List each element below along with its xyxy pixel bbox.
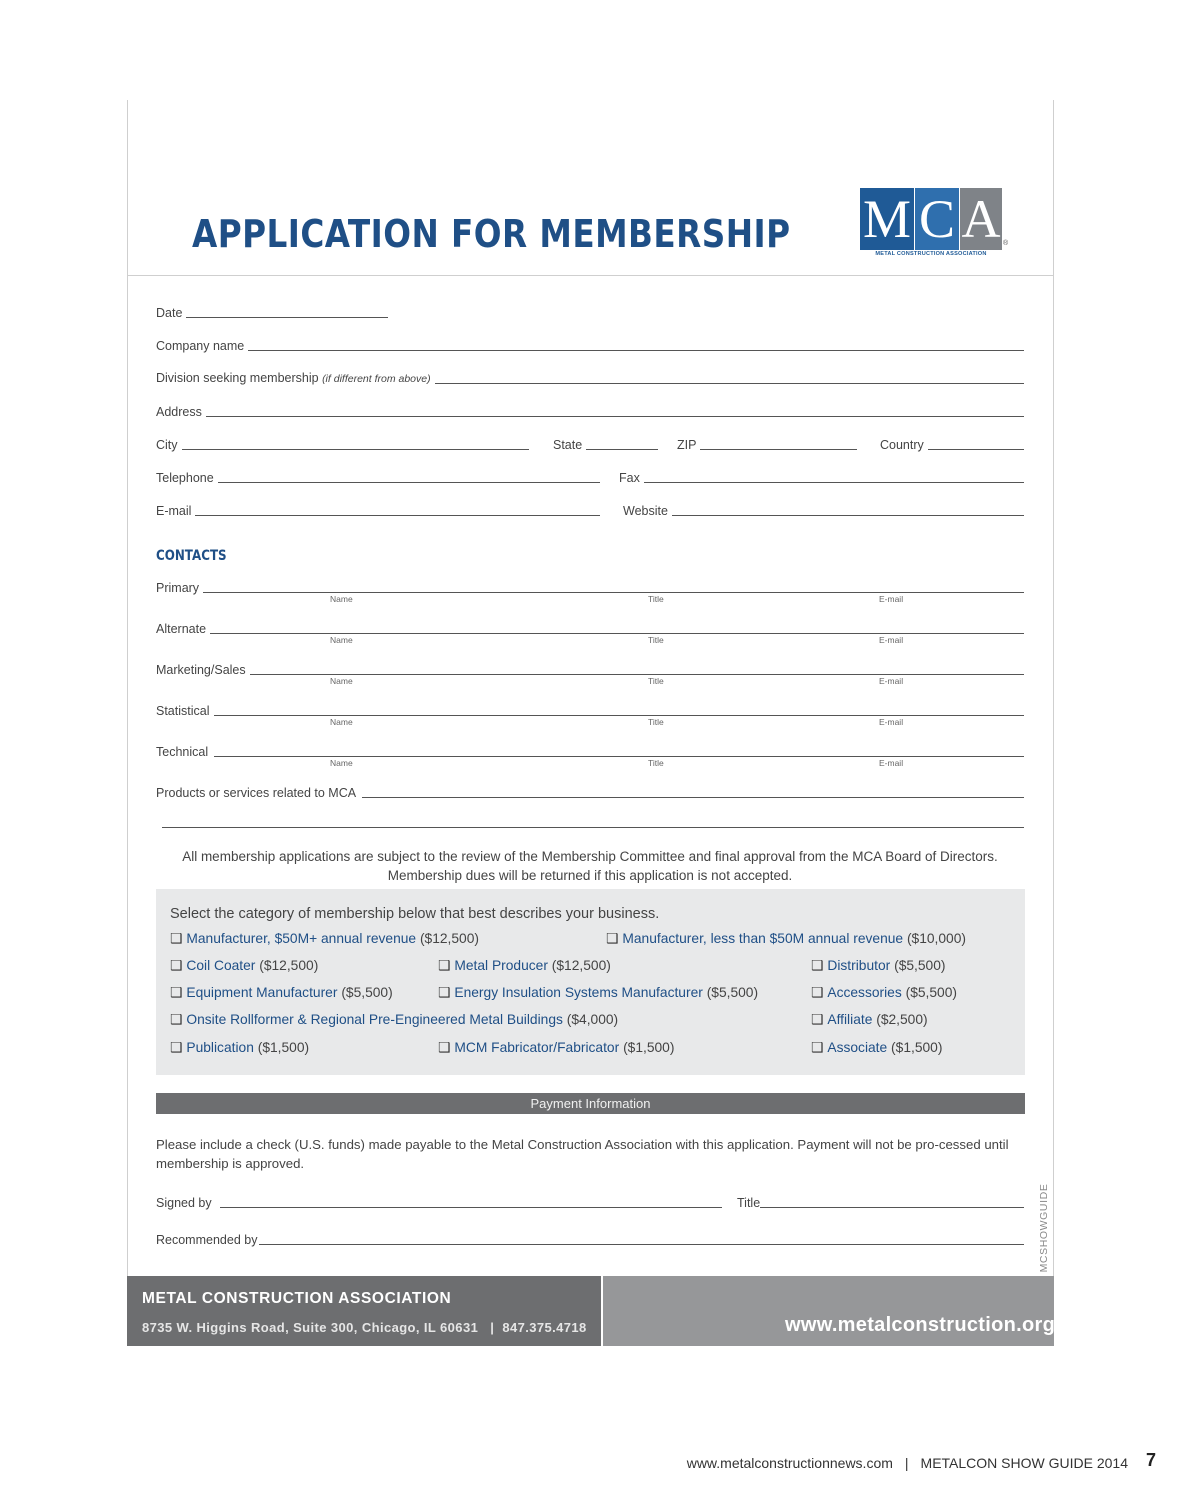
division-note: (if different from above) [322,373,431,385]
date-input-line[interactable] [186,317,388,318]
contact-row-label: Statistical [156,704,210,718]
logo-registered-mark: ® [1003,240,1009,247]
telephone-field[interactable] [156,468,600,486]
option-energy-insulation[interactable] [438,985,758,1001]
mca-logo [860,188,1010,260]
checkbox-icon[interactable]: ❑ [170,958,183,973]
checkbox-icon[interactable]: ❑ [438,958,451,973]
products-field[interactable] [156,783,1024,801]
email-label: E-mail [156,504,192,518]
option-equipment-manufacturer[interactable] [170,985,393,1001]
notice-line-2: Membership dues will be returned if this application is not accepted. [387,868,793,883]
title-sublabel: Title [648,758,664,768]
option-onsite-rollformer[interactable] [170,1012,618,1028]
side-label: MCSHOWGUIDE [1038,1183,1050,1273]
option-label: Energy Insulation Systems Manufacturer [454,985,703,1000]
option-label: Affiliate [827,1012,873,1027]
checkbox-icon[interactable]: ❑ [170,985,183,1000]
signer-title-label: Title [737,1196,761,1210]
contact-row-label: Alternate [156,622,207,636]
footer-left-band [127,1276,601,1346]
option-accessories[interactable] [811,985,957,1001]
city-label: City [156,438,178,452]
email-sublabel: E-mail [879,676,904,686]
city-field[interactable] [156,435,529,453]
date-field[interactable] [156,303,388,321]
products-input-line[interactable] [362,797,1024,798]
logo-letter-a: A [961,189,1001,249]
company-name-label: Company name [156,339,245,353]
zip-input-line[interactable] [700,449,857,450]
option-price: ($5,500) [894,958,946,973]
recommended-by-label: Recommended by [156,1233,258,1247]
contact-input-line[interactable] [203,592,1024,593]
logo-letter-c: C [915,188,959,250]
country-input-line[interactable] [928,449,1024,450]
email-sublabel: E-mail [879,635,904,645]
website-field[interactable] [623,501,1024,519]
option-price: ($1,500) [257,1040,310,1055]
option-metal-producer[interactable] [438,958,611,974]
footer-website-link[interactable]: www.metalconstruction.org [785,1314,1056,1336]
website-input-line[interactable] [672,515,1024,516]
address-field[interactable] [156,402,1024,420]
page-footer-publication: METALCON SHOW GUIDE 2014 [920,1455,1128,1471]
country-label: Country [880,438,924,452]
state-input-line[interactable] [586,449,658,450]
option-manufacturer-50m-plus[interactable] [170,931,479,947]
option-price: ($2,500) [876,1012,928,1027]
division-label [156,370,435,387]
contact-input-line[interactable] [250,674,1024,675]
contact-row-label: Technical [156,745,209,759]
division-input-line[interactable] [435,383,1024,384]
option-price: ($4,000) [566,1012,619,1027]
option-label: Distributor [827,958,891,973]
name-sublabel: Name [330,676,353,686]
contact-input-line[interactable] [214,715,1025,716]
signed-by-field[interactable] [156,1193,722,1211]
contacts-heading: CONTACTS [156,548,227,564]
signer-title-input-line[interactable] [760,1207,1024,1208]
zip-label: ZIP [677,438,697,452]
name-sublabel: Name [330,717,353,727]
option-associate[interactable] [811,1040,942,1056]
division-field[interactable] [156,369,1024,387]
option-label: Associate [827,1040,888,1055]
option-label: Metal Producer [454,958,548,973]
checkbox-icon[interactable]: ❑ [438,1040,451,1055]
state-label: State [553,438,583,452]
contact-row-label: Primary [156,581,200,595]
option-price: ($5,500) [341,985,393,1000]
option-label: Manufacturer, less than $50M annual revenue [622,931,904,946]
title-sublabel: Title [648,717,664,727]
checkbox-icon[interactable]: ❑ [438,985,451,1000]
option-label: Accessories [827,985,902,1000]
email-sublabel: E-mail [879,717,904,727]
page-title: APPLICATION FOR MEMBERSHIP [192,212,791,256]
page-footer-site[interactable]: www.metalconstructionnews.com [686,1455,893,1471]
option-price: ($5,500) [706,985,759,1000]
logo-letter-m: M [860,188,914,250]
option-label: Manufacturer, $50M+ annual revenue [186,931,417,946]
option-price: ($12,500) [259,958,319,973]
fax-field[interactable] [619,468,1024,486]
email-field[interactable] [156,501,600,519]
notice-line-1: All membership applications are subject to the review of the Membership Committee and final approval from the MCA Board of Directors. [182,849,998,864]
company-name-field[interactable] [156,336,1024,354]
payment-info-bar: Payment Information [156,1093,1025,1114]
checkbox-icon[interactable]: ❑ [811,985,824,1000]
name-sublabel: Name [330,594,353,604]
telephone-label: Telephone [156,471,214,485]
checkbox-icon[interactable]: ❑ [170,1040,183,1055]
country-field[interactable] [880,435,1024,453]
checkbox-icon[interactable]: ❑ [811,958,824,973]
checkbox-icon[interactable]: ❑ [170,931,183,946]
title-sublabel: Title [648,676,664,686]
title-sublabel: Title [648,635,664,645]
email-input-line[interactable] [195,515,600,516]
footer-phone: 847.375.4718 [502,1320,587,1335]
footer-org-name: METAL CONSTRUCTION ASSOCIATION [142,1290,452,1307]
contact-input-line[interactable] [214,756,1024,757]
division-label-text: Division seeking membership [156,371,319,385]
page-footer-separator: | [904,1455,909,1471]
option-label: Equipment Manufacturer [186,985,338,1000]
payment-instructions: Please include a check (U.S. funds) made payable to the Metal Construction Association with this application. Payment will not be pro-cessed until membership is approved. [156,1137,1009,1171]
page-footer [687,1450,1156,1471]
option-manufacturer-under-50m[interactable] [606,931,966,947]
recommended-by-input-line[interactable] [259,1244,1024,1245]
address-input-line[interactable] [206,416,1024,417]
category-intro: Select the category of membership below that best describes your business. [170,906,660,922]
option-coil-coater[interactable] [170,958,318,974]
city-input-line[interactable] [182,449,529,450]
name-sublabel: Name [330,635,353,645]
option-distributor[interactable] [811,958,945,974]
footer-separator: | [490,1320,495,1335]
products-label: Products or services related to MCA [156,786,357,800]
option-price: ($1,500) [623,1040,675,1055]
option-price: ($12,500) [419,931,479,946]
option-publication[interactable] [170,1040,309,1056]
fax-input-line[interactable] [644,482,1024,483]
contact-input-line[interactable] [210,633,1024,634]
approval-notice [150,847,1030,885]
checkbox-icon[interactable]: ❑ [606,931,619,946]
signed-by-label: Signed by [156,1196,212,1210]
state-field[interactable] [553,435,658,453]
option-price: ($10,000) [906,931,966,946]
title-sublabel: Title [648,594,664,604]
website-label: Website [623,504,668,518]
signed-by-input-line[interactable] [220,1207,722,1208]
address-label: Address [156,405,202,419]
company-name-input-line[interactable] [248,350,1024,351]
checkbox-icon[interactable]: ❑ [170,1012,183,1027]
telephone-input-line[interactable] [218,482,600,483]
footer-address-line [142,1320,587,1335]
option-label: Publication [186,1040,254,1055]
checkbox-icon[interactable]: ❑ [811,1040,824,1055]
email-sublabel: E-mail [879,594,904,604]
contact-row-label: Marketing/Sales [156,663,246,677]
header-divider [127,275,1054,276]
name-sublabel: Name [330,758,353,768]
date-label: Date [156,306,183,320]
logo-subtitle: METAL CONSTRUCTION ASSOCIATION [875,251,987,257]
option-label: Onsite Rollformer & Regional Pre-Engineered Metal Buildings [186,1012,563,1027]
footer-address: 8735 W. Higgins Road, Suite 300, Chicago, IL 60631 [142,1320,479,1335]
option-affiliate[interactable] [811,1012,928,1028]
option-price: ($5,500) [905,985,957,1000]
option-mcm-fabricator[interactable] [438,1040,674,1056]
products-extra-line[interactable] [162,827,1024,828]
zip-field[interactable] [677,435,857,453]
fax-label: Fax [619,471,640,485]
signer-title-field[interactable] [737,1193,1024,1211]
email-sublabel: E-mail [879,758,904,768]
checkbox-icon[interactable]: ❑ [811,1012,824,1027]
option-label: MCM Fabricator/Fabricator [454,1040,620,1055]
option-label: Coil Coater [186,958,256,973]
page-number: 7 [1145,1450,1156,1470]
option-price: ($12,500) [551,958,611,973]
recommended-by-field[interactable] [156,1230,1024,1248]
option-price: ($1,500) [891,1040,943,1055]
